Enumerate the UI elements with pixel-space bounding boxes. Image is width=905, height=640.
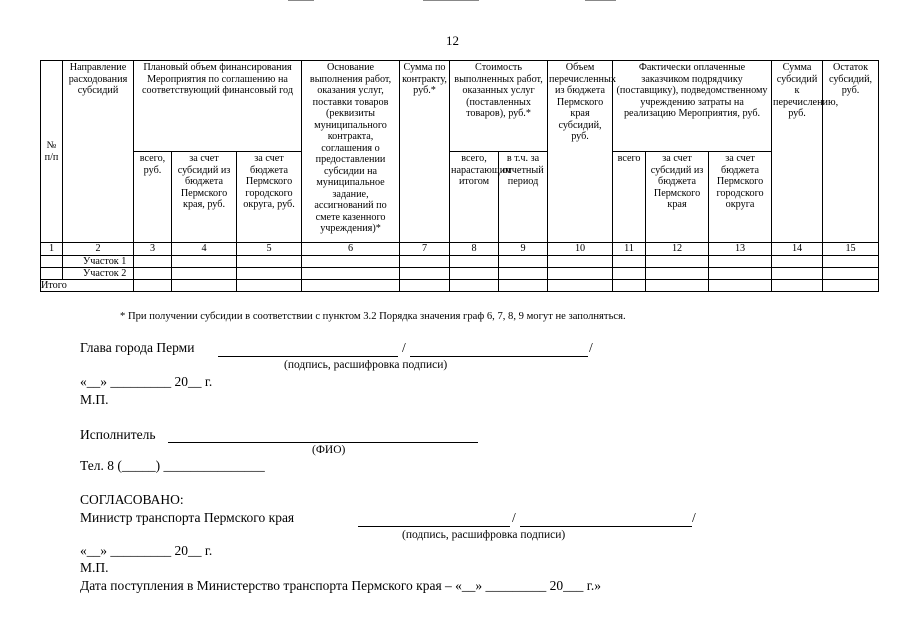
footnote: * При получении субсидии в соответствии с пунктом 3.2 Порядка значения граф 6, 7, 8, 9 могут не заполняться. <box>120 311 626 322</box>
head-sign-line <box>218 356 398 357</box>
slash: / <box>402 340 406 355</box>
column-number: 11 <box>613 243 646 256</box>
approved-heading: СОГЛАСОВАНО: <box>80 492 184 507</box>
head-name-line <box>410 356 588 357</box>
head-label: Глава города Перми <box>80 340 195 355</box>
slash: / <box>589 340 593 355</box>
column-number: 8 <box>450 243 499 256</box>
top-rule-left <box>288 0 314 1</box>
header-planned-city: за счет бюджета Пермского городского округа, руб. <box>237 152 302 243</box>
header-planned-regional: за счет субсидий из бюджета Пермского края, руб. <box>172 152 237 243</box>
executor-label: Исполнитель <box>80 427 156 442</box>
slash: / <box>692 510 696 525</box>
column-number: 1 <box>41 243 63 256</box>
header-paid-regional: за счет субсидий из бюджета Пермского края <box>646 152 709 243</box>
header-paid-total: всего <box>613 152 646 243</box>
report-table <box>40 60 879 292</box>
header-cost: Стоимость выполненных работ, оказанных услуг (поставленных товаров), руб.* <box>450 61 548 152</box>
column-number: 10 <box>548 243 613 256</box>
stamp-mark: М.П. <box>80 560 109 575</box>
column-number: 4 <box>172 243 237 256</box>
header-paid: Фактически оплаченные заказчиком подрядчику (поставщику), подведомственному учреждению затраты на реализацию Мероприятия, руб. <box>613 61 772 152</box>
column-number: 2 <box>63 243 134 256</box>
column-number: 12 <box>646 243 709 256</box>
slash: / <box>512 510 516 525</box>
header-num: № п/п <box>41 61 63 243</box>
sign-caption: (подпись, расшифровка подписи) <box>284 359 448 371</box>
executor-line <box>168 442 478 443</box>
header-planned-total: всего, руб. <box>134 152 172 243</box>
header-direction: Направление расходования субсидий <box>63 61 134 243</box>
receipt-date-line: Дата поступления в Министерство транспорта Пермского края – «__» _________ 20___ г.» <box>80 578 601 593</box>
top-rule-mid <box>423 0 479 1</box>
row-label: Участок 2 <box>63 268 134 280</box>
column-number: 5 <box>237 243 302 256</box>
header-paid-city: за счет бюджета Пермского городского округа <box>709 152 772 243</box>
column-number: 7 <box>400 243 450 256</box>
column-number: 14 <box>772 243 823 256</box>
minister-name-line <box>520 526 692 527</box>
stamp-mark: М.П. <box>80 392 109 407</box>
top-rule-right <box>585 0 616 1</box>
total-label: Итого <box>41 280 134 292</box>
header-cost-period: в т.ч. за отчетный период <box>499 152 548 243</box>
header-balance: Остаток субсидий, руб. <box>823 61 879 243</box>
column-number: 9 <box>499 243 548 256</box>
header-planned: Плановый объем финансирования Мероприятия по соглашению на соответствующий финансовый год <box>134 61 302 152</box>
column-number: 3 <box>134 243 172 256</box>
header-transferred: Объем перечисленных из бюджета Пермского края субсидий, руб. <box>548 61 613 243</box>
date-line: «__» _________ 20__ г. <box>80 374 213 389</box>
column-number: 15 <box>823 243 879 256</box>
minister-sign-line <box>358 526 510 527</box>
column-number: 13 <box>709 243 772 256</box>
header-cost-total: всего, нарастающим итогом <box>450 152 499 243</box>
row-label: Участок 1 <box>63 256 134 268</box>
total-row <box>41 280 879 292</box>
phone-line: Тел. 8 (_____) _______________ <box>80 458 265 473</box>
header-contract-sum: Сумма по контракту, руб.* <box>400 61 450 243</box>
page-number: 12 <box>446 33 459 48</box>
table-row <box>41 256 879 268</box>
header-basis: Основание выполнения работ, оказания услуг, поставки товаров (реквизиты муниципального контракта, соглашения о предоставлении субсидии на муниципальное задание, ассигнований по смете казенного учреждения)* <box>302 61 400 243</box>
header-sum-to-transfer: Сумма субсидий к перечислению, руб. <box>772 61 823 243</box>
table-row <box>41 268 879 280</box>
column-number: 6 <box>302 243 400 256</box>
sign-caption: (подпись, расшифровка подписи) <box>402 529 566 541</box>
minister-label: Министр транспорта Пермского края <box>80 510 295 525</box>
date-line: «__» _________ 20__ г. <box>80 543 213 558</box>
fio-caption: (ФИО) <box>312 444 346 456</box>
column-number-row <box>41 243 879 256</box>
